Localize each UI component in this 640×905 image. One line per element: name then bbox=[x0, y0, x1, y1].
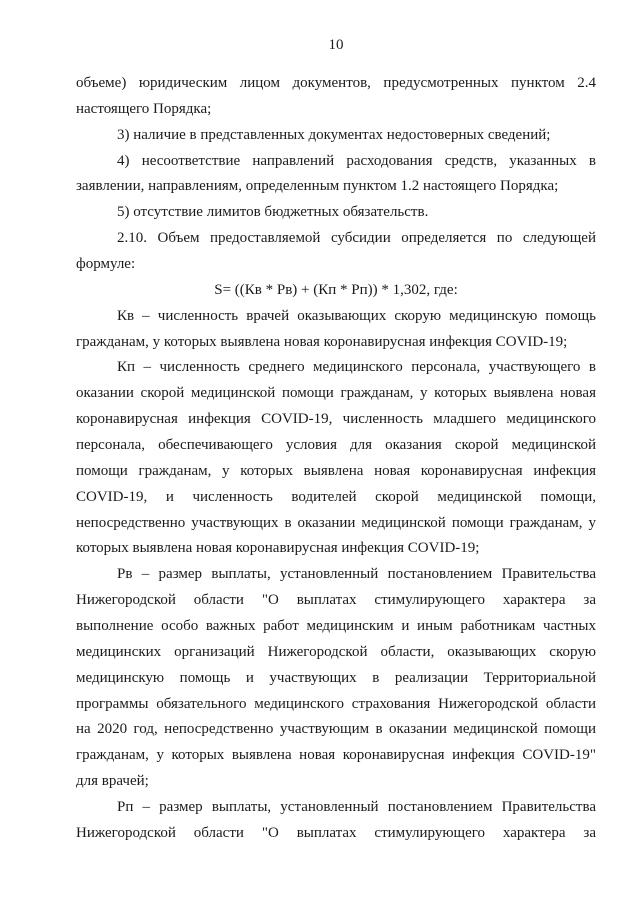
paragraph-rp-definition bbox=[76, 795, 596, 847]
paragraph-line: выполнение особо важных работ медицинским и иным работникам частных bbox=[76, 618, 596, 635]
paragraph-line: 2.10. Объем предоставляемой субсидии определяется по следующей bbox=[117, 230, 596, 247]
paragraph-kv-definition bbox=[76, 304, 596, 356]
paragraph-line: 5) отсутствие лимитов бюджетных обязательств. bbox=[117, 204, 429, 221]
paragraph-line: Рп – размер выплаты, установленный постановлением Правительства bbox=[117, 799, 596, 816]
paragraph-line: непосредственно участвующих в оказании медицинской помощи гражданам, у bbox=[76, 514, 596, 531]
paragraph-line: объеме) юридическим лицом документов, предусмотренных пунктом 2.4 bbox=[76, 75, 596, 91]
paragraph-line: оказании скорой медицинской помощи гражданам, у которых выявлена новая bbox=[76, 385, 596, 402]
paragraph-line: 3) наличие в представленных документах недостоверных сведений; bbox=[117, 126, 551, 143]
paragraph-line: COVID-19, и численность водителей скорой медицинской помощи, bbox=[76, 488, 596, 505]
paragraph-line: медицинскую помощь и участвующих в реализации Территориальной bbox=[76, 669, 596, 686]
paragraph-line: медицинских организаций Нижегородской области, оказывающих скорую bbox=[76, 643, 596, 660]
paragraph-line: для врачей; bbox=[76, 773, 149, 790]
paragraph-item-3 bbox=[76, 123, 596, 149]
paragraph-continuation bbox=[76, 71, 596, 123]
paragraph-line: Рв – размер выплаты, установленный постановлением Правительства bbox=[117, 566, 596, 583]
paragraph-line: которых выявлена новая коронавирусная инфекция COVID-19; bbox=[76, 540, 480, 557]
document-body bbox=[76, 71, 596, 847]
page-number: 10 bbox=[328, 37, 344, 53]
paragraph-line: гражданам, у которых выявлена новая коронавирусная инфекция COVID-19" bbox=[76, 747, 596, 764]
paragraph-line: гражданам, у которых выявлена новая коронавирусная инфекция COVID-19; bbox=[76, 333, 568, 350]
paragraph-line: 4) несоответствие направлений расходования средств, указанных в bbox=[117, 152, 596, 169]
paragraph-line: формуле: bbox=[76, 256, 136, 273]
paragraph-line: заявлении, направлениям, определенным пунктом 1.2 настоящего Порядка; bbox=[76, 178, 559, 195]
paragraph-line: помощи гражданам, у которых выявлена новая коронавирусная инфекция bbox=[76, 462, 596, 479]
paragraph-2-10 bbox=[76, 226, 596, 278]
paragraph-line: Нижегородской области "О выплатах стимулирующего характера за bbox=[76, 824, 596, 841]
paragraph-line: коронавирусная инфекция COVID-19, численность младшего медицинского bbox=[76, 411, 596, 428]
paragraph-line: Кв – численность врачей оказывающих скорую медицинскую помощь bbox=[117, 307, 596, 324]
paragraph-line: программы обязательного медицинского страхования Нижегородской области bbox=[76, 695, 596, 712]
paragraph-item-5 bbox=[76, 200, 596, 226]
formula: S= ((Кв * Рв) + (Кп * Рп)) * 1,302, где: bbox=[214, 281, 458, 298]
paragraph-line: на 2020 год, непосредственно участвующим в оказании медицинской помощи bbox=[76, 721, 596, 738]
paragraph-rv-definition bbox=[76, 562, 596, 795]
paragraph-line: Кп – численность среднего медицинского персонала, участвующего в bbox=[117, 359, 596, 376]
paragraph-kp-definition bbox=[76, 355, 596, 562]
paragraph-line: настоящего Порядка; bbox=[76, 100, 212, 117]
paragraph-line: персонала, обеспечивающего условия для оказания скорой медицинской bbox=[76, 437, 596, 454]
paragraph-item-4 bbox=[76, 149, 596, 201]
paragraph-line: Нижегородской области "О выплатах стимулирующего характера за bbox=[76, 592, 596, 609]
